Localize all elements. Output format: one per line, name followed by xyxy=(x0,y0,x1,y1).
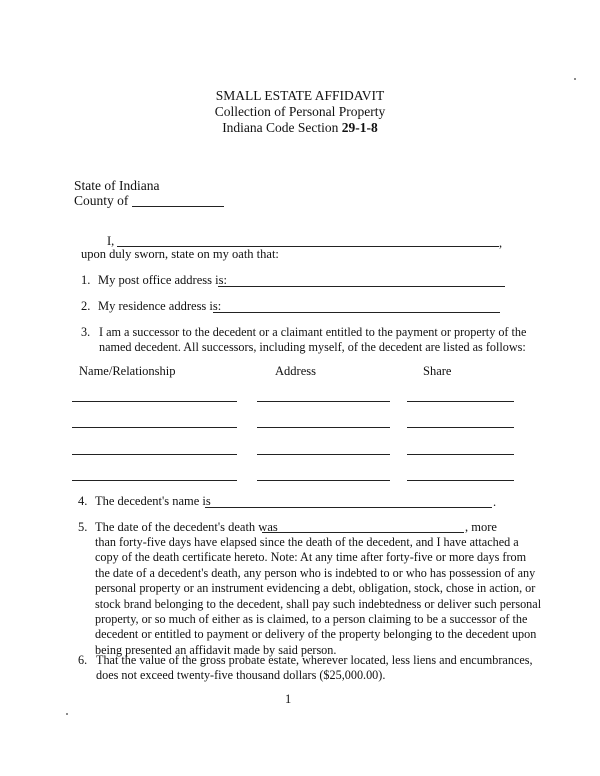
successor-address-field-1[interactable] xyxy=(257,401,390,402)
item3-number: 3. xyxy=(81,325,91,339)
successor-share-field-4[interactable] xyxy=(407,480,514,481)
county-field[interactable] xyxy=(132,206,224,207)
document-title: SMALL ESTATE AFFIDAVIT xyxy=(215,88,385,103)
successor-share-field-1[interactable] xyxy=(407,401,514,402)
death-date-field[interactable] xyxy=(262,532,464,533)
item1-number: 1. xyxy=(81,273,91,287)
item5-paragraph xyxy=(95,535,565,658)
item6-paragraph xyxy=(78,653,558,684)
successor-share-field-2[interactable] xyxy=(407,427,514,428)
affiant-label: I, xyxy=(107,234,115,248)
column-share: Share xyxy=(423,364,452,378)
successor-address-field-2[interactable] xyxy=(257,427,390,428)
column-address: Address xyxy=(275,364,316,378)
item3-text: I am a successor to the decedent or a claimant entitled to the payment or property of the named decedent. All successors, including myself, of the decedent are listed as follows: xyxy=(99,325,527,355)
document-subtitle: Collection of Personal Property xyxy=(214,104,386,119)
code-number: 29-1-8 xyxy=(341,120,378,135)
successor-name-field-2[interactable] xyxy=(72,427,237,428)
code-prefix: Indiana Code Section xyxy=(222,120,342,135)
item3-paragraph xyxy=(81,325,541,356)
item1-label: My post office address is: xyxy=(98,273,227,287)
scan-speck xyxy=(66,713,68,715)
residence-address-field[interactable] xyxy=(213,312,500,313)
sworn-statement: upon duly sworn, state on my oath that: xyxy=(81,247,279,261)
page-number: 1 xyxy=(285,692,292,706)
county-label: County of xyxy=(74,193,129,208)
column-name-relationship: Name/Relationship xyxy=(79,364,176,378)
item2-label: My residence address is: xyxy=(98,299,222,313)
code-section xyxy=(0,120,600,136)
item5-number: 5. xyxy=(78,520,88,534)
decedent-name-field[interactable] xyxy=(205,507,492,508)
item2-number: 2. xyxy=(81,299,91,313)
successor-name-field-4[interactable] xyxy=(72,480,237,481)
item4-label: The decedent's name is xyxy=(95,494,211,508)
successor-name-field-1[interactable] xyxy=(72,401,237,402)
item5-text: than forty-five days have elapsed since the death of the decedent, and I have attached a copy of the death certificate hereto. Note: At any time after forty-five or more days from the date of a decedent's death, any person who is indebted to or who has possession of any personal property or an instrument evidencing a debt, obligation, stock, chose in action, or stock brand belonging to the decedent, shall pay such indebtedness or deliver such personal property, or so much of either as is claimed, to a person claiming to be a successor of the decedent or entitled to payment or delivery of the property belonging to the decedent upon being presented an affidavit made by said person. xyxy=(95,535,542,657)
title-block xyxy=(0,88,600,136)
successor-address-field-4[interactable] xyxy=(257,480,390,481)
successor-address-field-3[interactable] xyxy=(257,454,390,455)
item4-number: 4. xyxy=(78,494,88,508)
item5-start: The date of the decedent's death was xyxy=(95,520,278,534)
item5-after: , more xyxy=(465,520,497,534)
successor-name-field-3[interactable] xyxy=(72,454,237,455)
item6-number: 6. xyxy=(78,653,88,667)
post-office-address-field[interactable] xyxy=(218,286,505,287)
state-label: State of Indiana xyxy=(74,178,160,193)
scan-speck xyxy=(574,78,576,80)
successor-share-field-3[interactable] xyxy=(407,454,514,455)
item4-period: . xyxy=(493,495,497,509)
item6-text: That the value of the gross probate estate, wherever located, less liens and encumbrances, does not exceed twenty-five thousand dollars ($25,000.00). xyxy=(96,653,533,683)
affiant-comma: , xyxy=(499,236,503,250)
